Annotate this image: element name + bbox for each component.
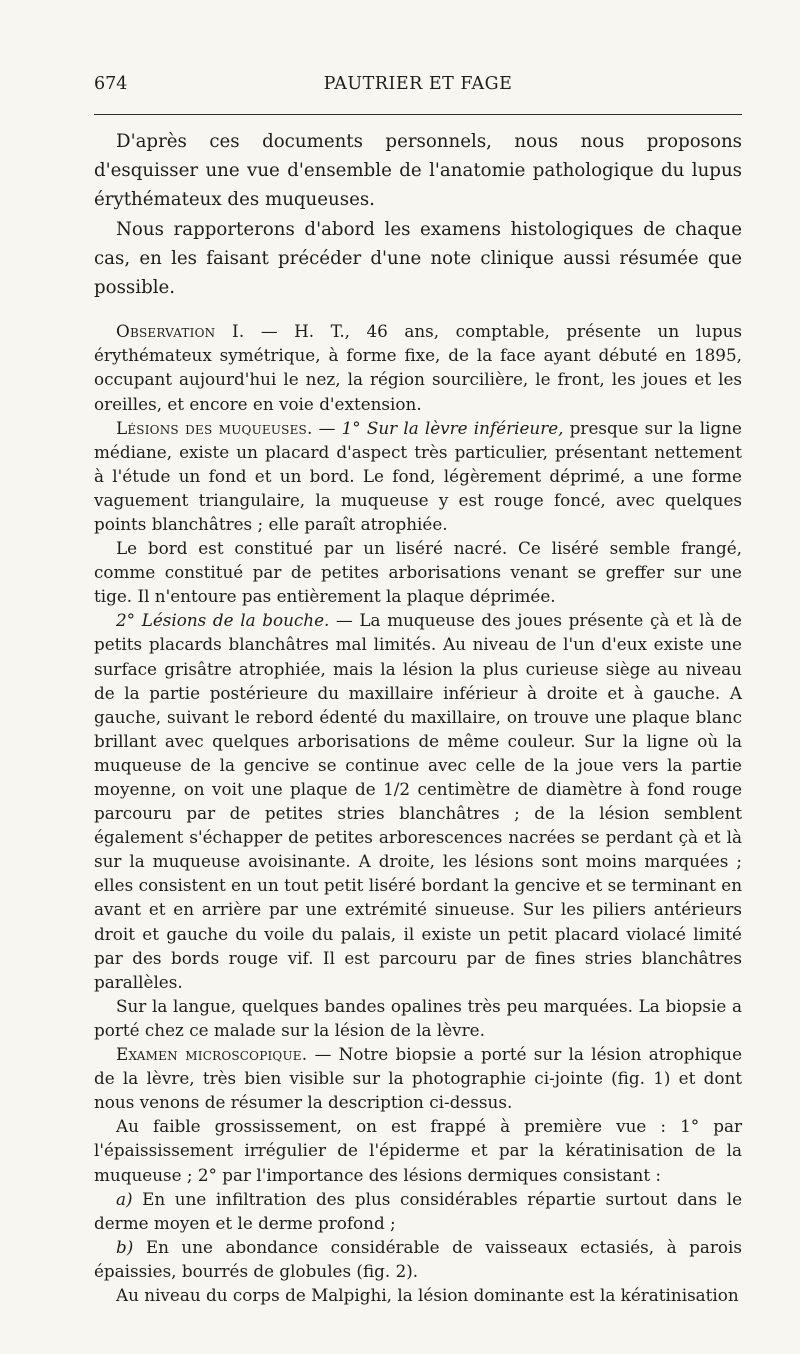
lesions-paragraph [94,416,742,536]
observation-label: Observation I. [116,321,245,342]
examen-label: Examen microscopique. [116,1044,308,1065]
header-rule [94,114,742,115]
bord-paragraph: Le bord est constitué par un liséré nacré. Ce liséré semble frangé, comme constitué par de petites arborisations venant se greffer sur une tige. Il n'entoure pas entièrement la plaque déprimée. [94,538,742,607]
bouche-paragraph [94,608,742,994]
item-b-paragraph [94,1235,742,1283]
intro-paragraph-2: Nous rapporterons d'abord les examens histologiques de chaque cas, en les faisant précéder d'une note clinique aussi résumée que possible. [94,218,742,299]
faible-grossissement-paragraph: Au faible grossissement, on est frappé à première vue : 1° par l'épaississement irrégulier de l'épiderme et par la kératinisation de la muqueuse ; 2° par l'importance des lésions dermiques consistant : [94,1116,742,1185]
lesions-item-2-text: — La muqueuse des joues présente çà et là de petits placards blanchâtres mal limités. Au niveau de l'un d'eux existe une surface grisâtre atrophiée, mais la lésion la plus curieuse siège au niveau de la partie postérieure du maxillaire inférieur à droite et à gauche. A gauche, suivant le rebord édenté du maxillaire, on trouve une plaque blanc brillant avec quelques arborisations de même couleur. Sur la ligne où la muqueuse de la gencive se continue avec celle de la joue vers la partie moyenne, on voit une plaque de 1/2 centimètre de diamètre à fond rouge parcouru par de petites stries blanchâtres ; de la lésion semblent également s'échapper de petites arborescences nacrées se perdant çà et là sur la muqueuse avoisinante. A droite, les lésions sont moins marquées ; elles consistent en un tout petit liséré bordant la gencive et se terminant en avant et en arrière par une extrémité sinueuse. Sur les piliers antérieurs droit et gauche du voile du palais, il existe un petit placard violacé limité par des bords rouge vif. Il est parcouru par de fines stries blanchâtres parallèles. [94,610,742,992]
book-page [94,68,742,1348]
item-a-text: En une infiltration des plus considérables répartie surtout dans le derme moyen et le derme profond ; [94,1188,742,1233]
lesions-item-1-title: 1° Sur la lèvre inférieure, [341,417,564,438]
item-a-paragraph [94,1187,742,1235]
lesions-label: Lésions des muqueuses. [116,417,313,438]
malpighi-paragraph: Au niveau du corps de Malpighi, la lésion dominante est la kératinisation [116,1284,739,1305]
intro-paragraph-1: D'après ces documents personnels, nous nous proposons d'esquisser une vue d'ensemble de l'anatomie pathologique du lupus érythémateux des muqueuses. [94,131,742,211]
running-head [94,68,742,100]
item-b-letter: b) [116,1236,134,1257]
item-b-text: En une abondance considérable de vaisseaux ectasiés, à parois épaissies, bourrés de globules (fig. 2). [94,1236,742,1281]
lesions-item-1-text: presque sur la ligne médiane, existe un placard d'aspect très particulier, présentant nettement à l'étude un fond et un bord. Le fond, légèrement déprimé, a une forme vaguement triangulaire, la muqueuse y est rouge foncé, avec quelques points blanchâtres ; elle paraît atrophiée. [94,417,742,534]
page-number: 674 [94,74,128,94]
observation-section [94,319,742,1307]
langue-paragraph: Sur la langue, quelques bandes opalines très peu marquées. La biopsie a porté chez ce malade sur la lésion de la lèvre. [94,995,742,1040]
examen-text: — Notre biopsie a porté sur la lésion atrophique de la lèvre, très bien visible sur la photographie ci-jointe (fig. 1) et dont nous venons de résumer la description ci-dessus. [94,1044,743,1113]
running-title: PAUTRIER ET FAGE [323,74,513,94]
examen-paragraph [94,1042,742,1114]
observation-text: — H. T., 46 ans, comptable, présente un lupus érythémateux symétrique, à forme fixe, de la face ayant débuté en 1895, occupant aujourd'hui le nez, la région sourcilière, le front, les joues et les oreilles, et encore en voie d'extension. [94,321,742,414]
item-a-letter: a) [116,1188,133,1209]
lesions-item-2-title: 2° Lésions de la bouche. [116,610,330,631]
observation-paragraph [94,319,742,415]
intro-section [94,127,742,302]
lesions-dash: — [312,417,342,438]
